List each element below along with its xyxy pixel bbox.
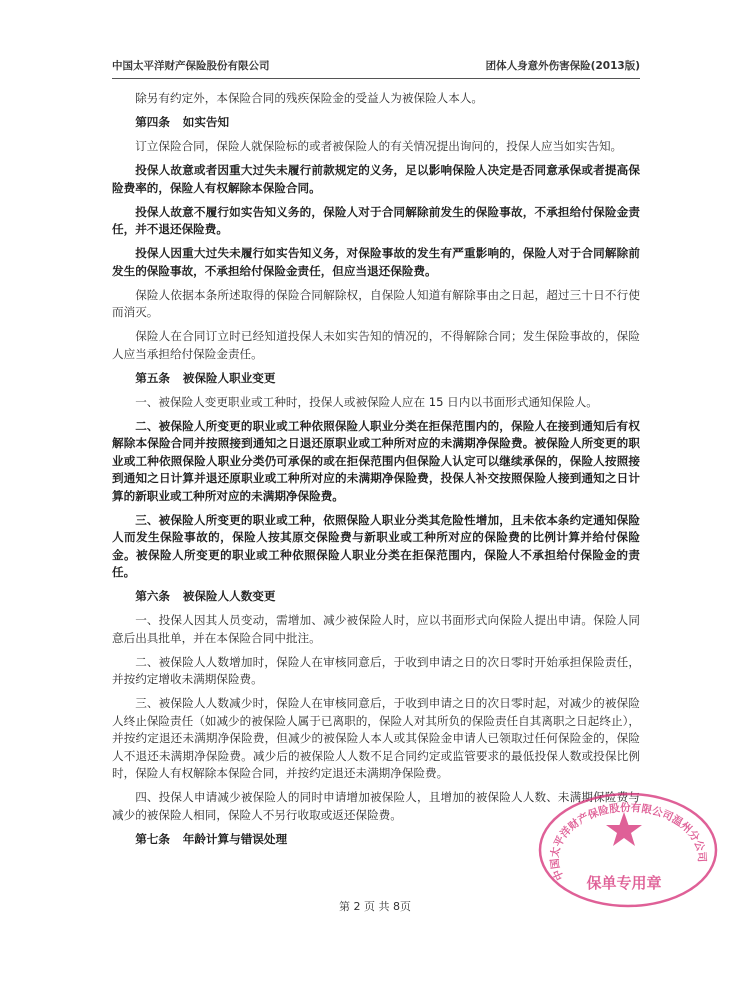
article-number: 第六条 xyxy=(135,589,170,603)
clause-paragraph: 三、被保险人所变更的职业或工种，依照保险人职业分类其危险性增加，且未依本条约定通知保险人而发生保险事故的，保险人按其原交保险费与新职业或工种所对应的保险费的比例计算并给付保险金。被保险人所变更的职业或工种依照保险人职业分类在拒保范围内，保险人不承担给付保险金的责任。 xyxy=(112,512,640,579)
article-heading xyxy=(112,370,640,388)
stamp-center-text: 保单专用章 xyxy=(586,874,662,892)
clause-paragraph: 一、被保险人变更职业或工种时，投保人或被保险人应在 15 日内以书面形式通知保险人。 xyxy=(135,394,598,409)
clause-paragraph: 投保人故意或者因重大过失未履行前款规定的义务，足以影响保险人决定是否同意承保或者提高保险费率的，保险人有权解除本保险合同。 xyxy=(112,163,640,195)
article-number: 第四条 xyxy=(135,115,170,129)
article-number: 第七条 xyxy=(135,831,170,846)
header-product: 团体人身意外伤害保险(2013版) xyxy=(485,60,640,72)
clause-paragraph: 三、被保险人人数减少时，保险人在审核同意后，于收到申请之日的次日零时起，对减少的被保险人终止保险责任（如减少的被保险人属于已离职的，保险人对其所负的保险责任自其离职之日起终止），并按约定退还未满期净保险费，但减少的被保险人本人或其保险金申请人已领取过任何保险金的，保险人不退还未满期净保险费。减少后的被保险人人数不足合同约定或监管要求的最低投保人数或投保比例时，保险人有权解除本保险合同，并按约定退还未满期净保险费。 xyxy=(112,696,640,780)
article-title: 年龄计算与错误处理 xyxy=(182,831,288,846)
clause-paragraph: 二、被保险人人数增加时，保险人在审核同意后，于收到申请之日的次日零时开始承担保险责任，并按约定增收未满期保险费。 xyxy=(112,654,640,686)
stamp-star-icon xyxy=(606,812,642,846)
clause-paragraph: 二、被保险人所变更的职业或工种依照保险人职业分类在拒保范围内的，保险人在接到通知后有权解除本保险合同并按照接到通知之日退还原职业或工种所对应的未满期净保险费。被保险人所变更的职业或工种依照保险人职业分类仍可承保的或在拒保范围内但保险人认定可以继续承保的，保险人按照接到通知之日计算并退还原职业或工种所对应的未满期净保险费，投保人补交按照保险人接到通知之日计算的新职业或工种所对应的未满期净保险费。 xyxy=(112,418,640,503)
clause-paragraph: 除另有约定外，本保险合同的残疾保险金的受益人为被保险人本人。 xyxy=(135,91,484,105)
clause-paragraph: 保险人在合同订立时已经知道投保人未如实告知的情况的，不得解除合同；发生保险事故的，保险人应当承担给付保险金责任。 xyxy=(112,329,640,361)
article-title: 被保险人职业变更 xyxy=(182,370,276,385)
article-heading xyxy=(112,114,640,132)
clause-paragraph: 保险人依据本条所述取得的保险合同解除权，自保险人知道有解除事由之日起，超过三十日不行使而消灭。 xyxy=(112,287,640,319)
header-rule xyxy=(112,78,640,79)
clause-paragraph: 四、投保人申请减少被保险人的同时申请增加被保险人，且增加的被保险人人数、未满期保险费与减少的被保险人相同，保险人不另行收取或返还保险费。 xyxy=(112,790,640,822)
article-title: 被保险人人数变更 xyxy=(182,589,276,603)
header-company: 中国太平洋财产保险股份有限公司 xyxy=(112,60,270,72)
clause-paragraph: 一、投保人因其人员变动，需增加、减少被保险人时，应以书面形式向保险人提出申请。保险人同意后出具批单，并在本保险合同中批注。 xyxy=(112,613,640,645)
clause-paragraph: 订立保险合同，保险人就保险标的或者被保险人的有关情况提出询问的，投保人应当如实告知。 xyxy=(135,139,623,153)
page-header xyxy=(112,58,640,76)
document-body xyxy=(112,90,640,855)
article-heading xyxy=(112,588,640,606)
page-number: 第 2 页 共 8页 xyxy=(339,900,411,913)
stamp-ring-text: 中国太平洋财产保险股份有限公司温州分公司 xyxy=(548,801,708,882)
clause-paragraph: 投保人因重大过失未履行如实告知义务，对保险事故的发生有严重影响的，保险人对于合同解除前发生的保险事故，不承担给付保险金责任，但应当退还保险费。 xyxy=(112,246,640,278)
clause-paragraph: 投保人故意不履行如实告知义务的，保险人对于合同解除前发生的保险事故，不承担给付保险金责任，并不退还保险费。 xyxy=(112,204,640,236)
article-title: 如实告知 xyxy=(182,115,230,129)
article-number: 第五条 xyxy=(135,370,170,385)
policy-seal-stamp xyxy=(524,788,724,913)
